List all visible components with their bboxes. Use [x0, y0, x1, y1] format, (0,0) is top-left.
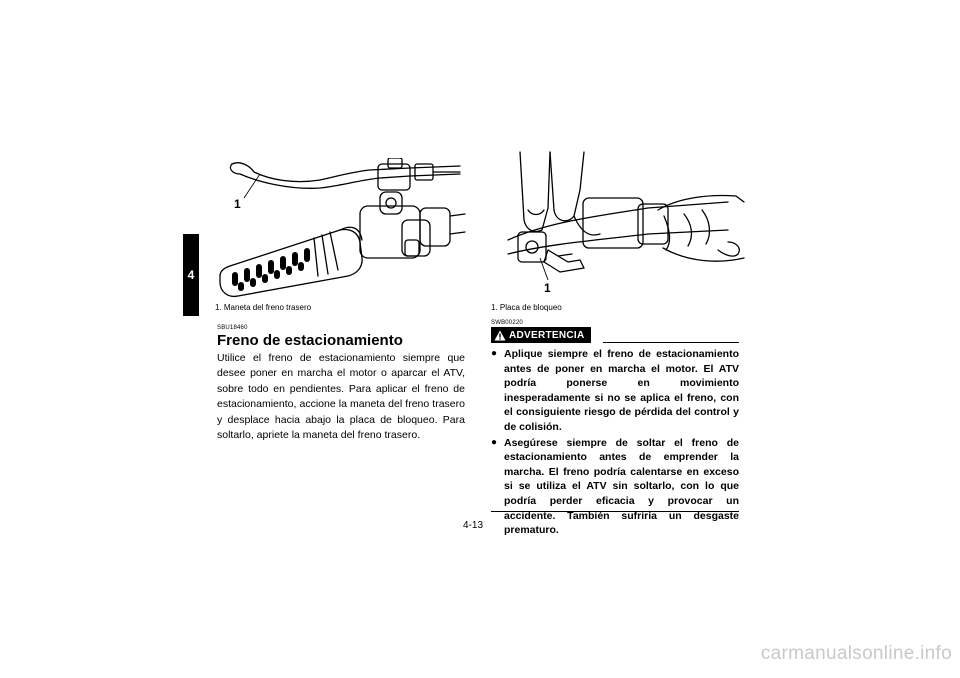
warning-code: SWB00220	[491, 320, 523, 326]
figure2-caption: 1. Placa de bloqueo	[491, 303, 562, 312]
watermark: carmanualsonline.info	[760, 643, 952, 664]
warning-header	[491, 327, 739, 343]
list-item	[491, 436, 739, 538]
section-code: SBU18460	[217, 325, 248, 331]
chapter-tab: 4	[183, 234, 199, 316]
warning-triangle-icon	[494, 330, 506, 341]
warning-badge	[491, 327, 591, 343]
figure2-callout: 1	[544, 281, 551, 295]
brake-lever-illustration	[210, 158, 470, 298]
warning-item-text: Asegúrese siempre de soltar el freno de estacionamiento antes de emprender la marcha. El freno podría calentarse en exceso si se utiliza el ATV sin soltarlo, con lo que podría perder eficacia y provocar un accidente. También sufriría un desgaste prematuro.	[504, 436, 739, 537]
bullet-icon: ●	[491, 436, 498, 448]
bullet-icon: ●	[491, 348, 498, 359]
warning-end-rule	[491, 511, 739, 512]
warning-rule	[603, 342, 739, 343]
list-item	[491, 347, 739, 435]
warning-label: ADVERTENCIA	[509, 329, 585, 341]
page-number: 4-13	[463, 520, 484, 531]
section-body: Utilice el freno de estacionamiento siempre que desee poner en marcha el motor o aparcar el ATV, sobre todo en pendientes. Para aplicar el freno de estacionamiento, accione la maneta del freno trasero y desplace hacia abajo la placa de bloqueo. Para soltarlo, apriete la maneta del freno trasero.	[217, 352, 465, 442]
warning-list	[491, 347, 739, 539]
lock-plate-illustration	[488, 150, 750, 298]
figure1-caption: 1. Maneta del freno trasero	[215, 303, 312, 312]
section-title: Freno de estacionamiento	[217, 332, 403, 349]
warning-item-text: Aplique siempre el freno de estacionamiento antes de poner en marcha el motor. El ATV podría ponerse en movimiento inesperadamente si no se aplica el freno, con el consiguiente riesgo de pérdida del control y de colisión.	[504, 348, 739, 433]
figure1-callout: 1	[234, 197, 241, 211]
